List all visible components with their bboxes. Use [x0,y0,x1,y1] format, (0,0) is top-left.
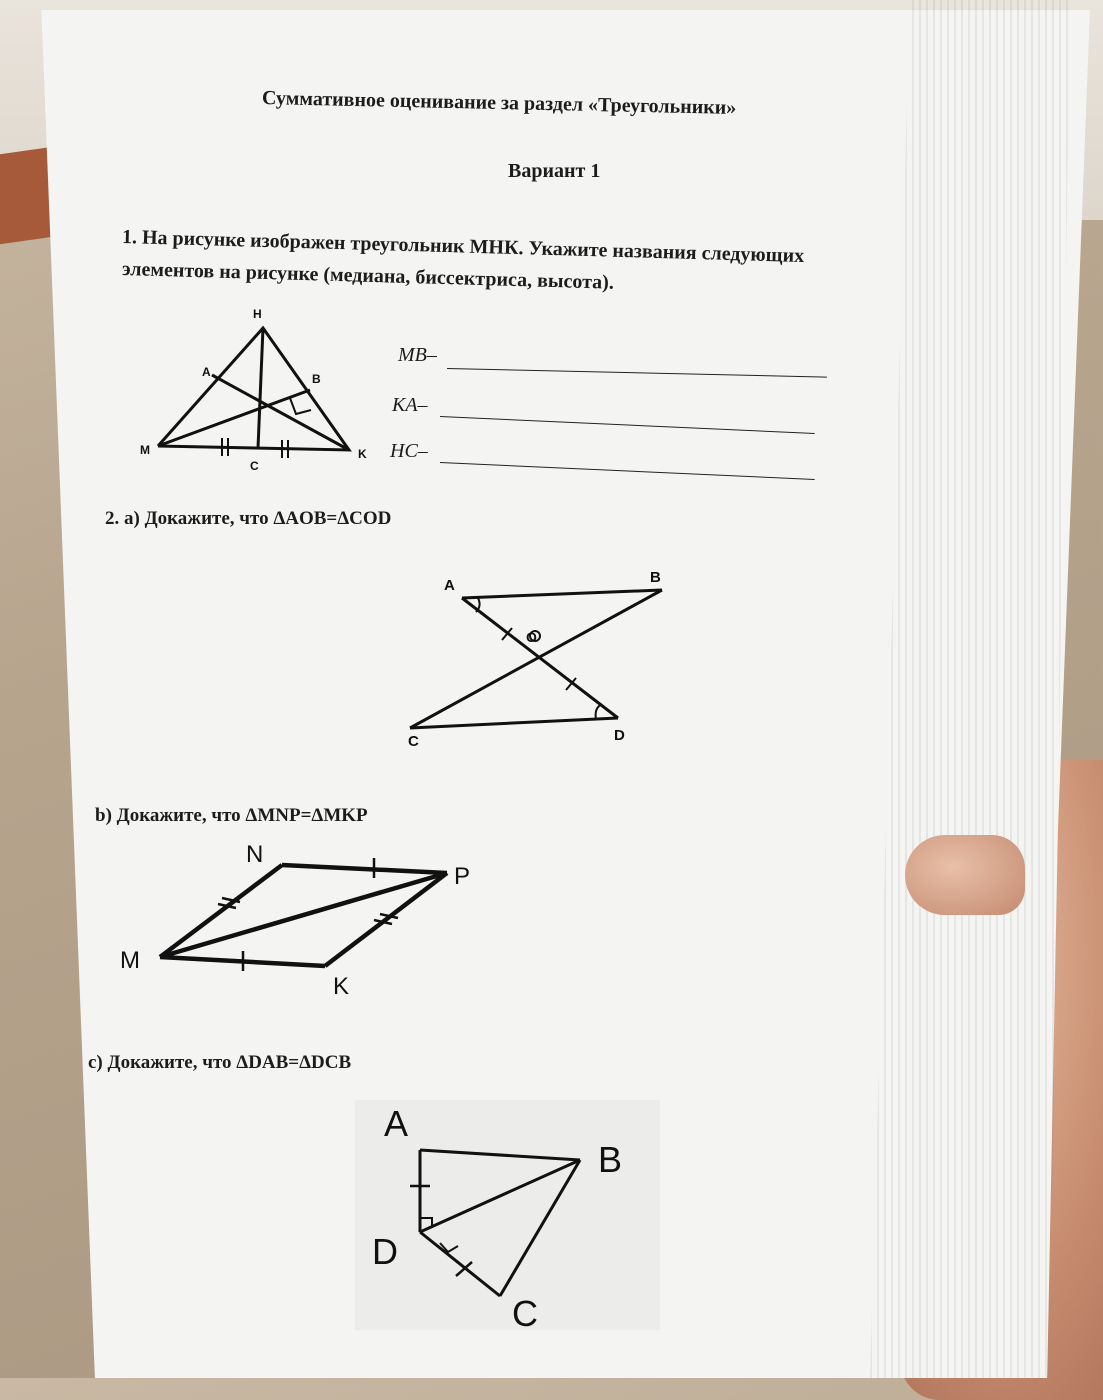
vertex-d3-label: D [372,1231,398,1272]
segment-np [282,865,447,873]
answer-label-hc: HC– [390,440,428,462]
vertex-h-label: H [253,307,262,321]
page-title: Суммативное оценивание за раздел «Треугольники» [261,87,737,119]
question-1-line-2: элементов на рисунке (медиана, биссектриса, высота). [121,258,615,294]
segment-ka [212,375,349,450]
vertex-c-label: C [250,459,259,473]
figure-mnpk [160,858,447,971]
vertex-o-label: O [526,629,537,645]
segment-mp [160,873,447,957]
segment-pk [325,873,447,966]
segment-hc [258,328,263,448]
vertex-p-label: P [454,863,471,890]
triangle-mhk-outline [158,328,349,450]
vertex-k-label: K [358,447,367,461]
vertex-b-label: B [312,372,321,386]
vertex-a2-label: A [444,577,455,594]
vertex-b2-label: B [650,569,661,586]
right-angle-mark [290,398,311,414]
question-2b: b) Докажите, что ΔMNP=ΔMKP [95,805,368,826]
vertex-k3-label: K [333,973,350,1000]
variant-heading: Вариант 1 [508,160,601,182]
answer-label-ka: KA– [392,394,428,416]
question-2c: с) Докажите, что ΔDAB=ΔDCB [88,1052,352,1073]
vertex-a3-label: A [384,1103,409,1144]
vertex-m3-label: M [120,947,140,974]
vertex-n-label: N [246,841,264,868]
segment-mb [158,390,310,446]
vertex-m-label: M [140,443,150,457]
segment-ad [462,598,618,718]
segment-bc [410,590,662,728]
vertex-a-label: A [202,365,211,379]
segment-ab [462,590,662,598]
vertex-b3-label: B [598,1139,623,1180]
vertex-c3-label: C [512,1293,538,1334]
answer-label-mb: MB– [398,344,437,366]
question-2a: 2. а) Докажите, что ΔAOB=ΔCOD [105,508,392,529]
vertex-d2-label: D [614,727,625,744]
question-1-line-1: 1. На рисунке изображен треугольник МНК. Укажите названия следующих [121,226,805,268]
segment-cd [410,718,618,728]
figure-aob-cod [410,590,662,728]
segment-mn [160,865,282,957]
triangle-mhk-figure [158,328,349,458]
vertex-c2-label: C [408,733,419,750]
